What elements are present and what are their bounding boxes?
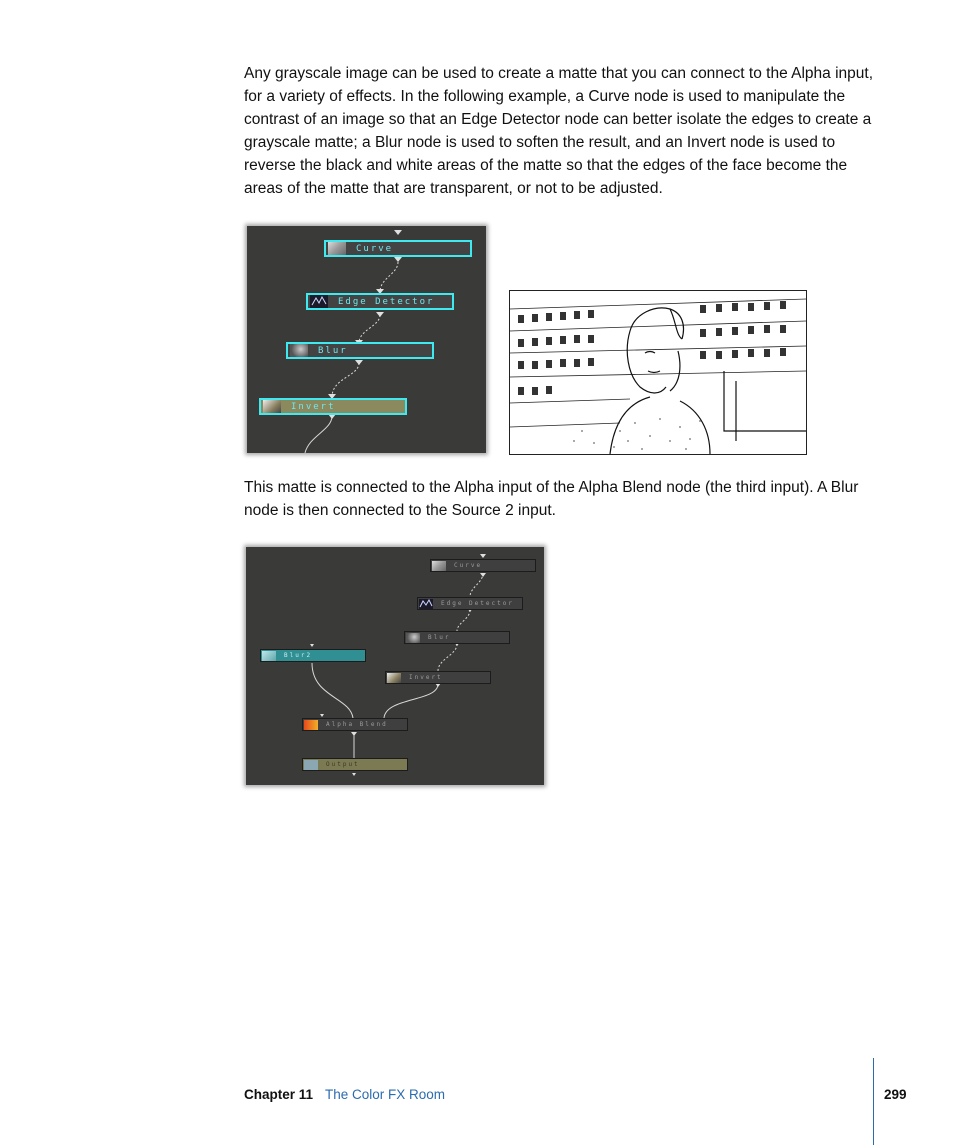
edge-detector-thumbnail-icon	[310, 295, 328, 308]
blur-node[interactable]	[286, 342, 434, 359]
output-node[interactable]	[302, 758, 408, 771]
invert-node-2[interactable]	[385, 671, 491, 684]
node-tree-figure-2	[246, 547, 544, 785]
body-paragraph-2: This matte is connected to the Alpha input of the Alpha Blend node (the third input). A Blur node is then connected to the Source 2 input.	[244, 479, 859, 519]
blur-thumbnail-icon	[290, 344, 308, 357]
alpha-blend-node-label: Alpha Blend	[326, 721, 388, 728]
blur2-node[interactable]	[260, 649, 366, 662]
blur2-node-label: Blur2	[284, 652, 313, 659]
blur-node-label: Blur	[318, 345, 348, 356]
curve-node[interactable]	[324, 240, 472, 257]
edge-matte-illustration	[510, 291, 806, 454]
body-paragraph-1: Any grayscale image can be used to create a matte that you can connect to the Alpha input, for a variety of effects. In the following example, a Curve node is used to manipulate the contrast of an image so that an Edge Detector node can better isolate the edges to create a grayscale matte; a Blur node is used to soften the result, and an Invert node is used to reverse the black and white areas of the matte so that the edges of the face become the areas of the matte that are transparent, or not to be adjusted.	[244, 65, 874, 197]
curve-thumbnail-icon	[328, 242, 346, 255]
edge-detector-node[interactable]	[306, 293, 454, 310]
edge-detector-node-2[interactable]	[417, 597, 523, 610]
invert-node-label-2: Invert	[409, 674, 443, 681]
alpha-blend-node[interactable]	[302, 718, 408, 731]
edge-detector-thumbnail-icon-2	[419, 599, 433, 609]
node-connection-wires-2	[246, 547, 544, 785]
curve-node-2[interactable]	[430, 559, 536, 572]
alpha-blend-thumbnail-icon	[304, 720, 318, 730]
edge-detector-node-label: Edge Detector	[338, 296, 435, 307]
footer-chapter-title: The Color FX Room	[325, 1087, 446, 1102]
footer-divider	[873, 1058, 874, 1145]
edge-detector-node-label-2: Edge Detector	[441, 600, 514, 607]
blur-thumbnail-icon-2	[406, 633, 420, 643]
node-connection-wires	[247, 226, 486, 453]
blur2-thumbnail-icon	[262, 651, 276, 661]
curve-thumbnail-icon-2	[432, 561, 446, 571]
output-node-label: Output	[326, 761, 360, 768]
curve-node-label-2: Curve	[454, 562, 483, 569]
page-number: 299	[884, 1087, 907, 1102]
blur-node-2[interactable]	[404, 631, 510, 644]
invert-thumbnail-icon-2	[387, 673, 401, 683]
invert-node[interactable]	[259, 398, 407, 415]
output-thumbnail-icon	[304, 760, 318, 770]
blur-node-label-2: Blur	[428, 634, 451, 641]
invert-node-label: Invert	[291, 401, 336, 412]
curve-node-label: Curve	[356, 243, 394, 254]
edge-matte-image	[509, 290, 807, 455]
node-tree-figure-1	[247, 226, 486, 453]
invert-thumbnail-icon	[263, 400, 281, 413]
footer-chapter-label: Chapter 11	[244, 1087, 314, 1102]
